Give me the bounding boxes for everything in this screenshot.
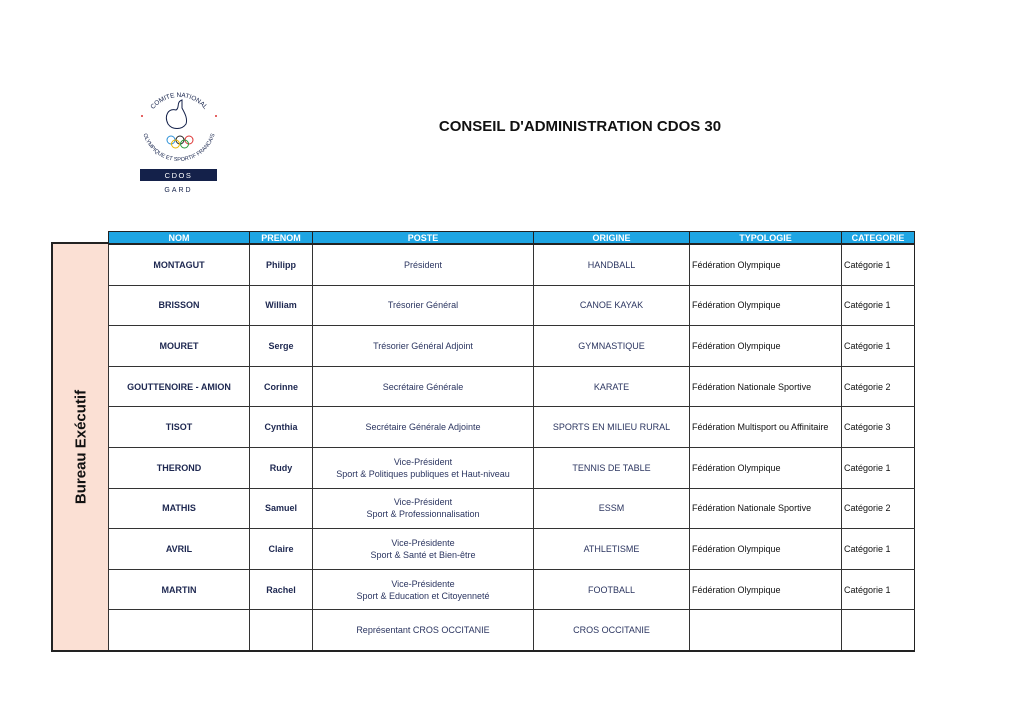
cell-poste xyxy=(313,407,534,448)
cell-categorie: Catégorie 1 xyxy=(842,569,915,610)
cell-typologie: Fédération Olympique xyxy=(690,244,842,285)
cell-categorie: Catégorie 1 xyxy=(842,447,915,488)
poste-line: Président xyxy=(403,259,443,270)
poste-line: Secrétaire Générale Adjointe xyxy=(365,422,481,433)
cell-nom: GOUTTENOIRE - AMION xyxy=(109,366,250,407)
board-table xyxy=(108,231,915,652)
column-header-poste: POSTE xyxy=(313,232,534,245)
cell-nom: AVRIL xyxy=(109,529,250,570)
cell-origine: HANDBALL xyxy=(534,244,690,285)
cell-origine: CROS OCCITANIE xyxy=(534,610,690,651)
cell-prenom: Philipp xyxy=(250,244,313,285)
poste-line: Vice-Présidente xyxy=(391,578,455,589)
poste-line: Sport & Education et Citoyenneté xyxy=(356,590,490,601)
cell-poste xyxy=(313,529,534,570)
svg-text:OLYMPIQUE ET SPORTIF FRANCAIS: OLYMPIQUE ET SPORTIF FRANCAIS xyxy=(141,132,217,164)
cell-prenom: Cynthia xyxy=(250,407,313,448)
cell-typologie: Fédération Nationale Sportive xyxy=(690,366,842,407)
poste-line: Vice-Présidente xyxy=(391,537,455,548)
cell-origine: CANOE KAYAK xyxy=(534,285,690,326)
table-row xyxy=(109,326,915,367)
cell-categorie: Catégorie 2 xyxy=(842,488,915,529)
svg-text:COMITE NATIONAL: COMITE NATIONAL xyxy=(149,91,209,111)
cell-typologie: Fédération Olympique xyxy=(690,529,842,570)
cell-poste xyxy=(313,569,534,610)
cell-poste xyxy=(313,447,534,488)
cell-poste xyxy=(313,285,534,326)
cell-prenom: Corinne xyxy=(250,366,313,407)
column-header-typologie: TYPOLOGIE xyxy=(690,232,842,245)
table-row xyxy=(109,529,915,570)
table-row xyxy=(109,569,915,610)
poste-line: Trésorier Général xyxy=(387,300,459,311)
cell-origine: GYMNASTIQUE xyxy=(534,326,690,367)
table-row xyxy=(109,366,915,407)
poste-line: Sport & Politiques publiques et Haut-niveau xyxy=(336,468,510,479)
cell-typologie: Fédération Olympique xyxy=(690,447,842,488)
cell-nom xyxy=(109,610,250,651)
poste-line: Vice-Président xyxy=(393,456,453,467)
cell-nom: THEROND xyxy=(109,447,250,488)
poste-line: Représentant CROS OCCITANIE xyxy=(356,625,490,636)
poste-line: Secrétaire Générale xyxy=(382,381,464,392)
cell-prenom: William xyxy=(250,285,313,326)
table-row xyxy=(109,285,915,326)
cell-categorie: Catégorie 1 xyxy=(842,244,915,285)
cell-categorie: Catégorie 1 xyxy=(842,285,915,326)
cell-nom: MATHIS xyxy=(109,488,250,529)
cell-prenom: Claire xyxy=(250,529,313,570)
svg-text:CDOS: CDOS xyxy=(164,171,193,180)
page-title: CONSEIL D'ADMINISTRATION CDOS 30 xyxy=(438,118,722,135)
cell-typologie: Fédération Multisport ou Affinitaire xyxy=(690,407,842,448)
column-header-nom: NOM xyxy=(109,232,250,245)
cell-categorie: Catégorie 2 xyxy=(842,366,915,407)
cell-poste xyxy=(313,366,534,407)
cell-categorie: Catégorie 1 xyxy=(842,529,915,570)
cell-categorie: Catégorie 1 xyxy=(842,326,915,367)
poste-line: Vice-Président xyxy=(393,497,453,508)
poste-line: Sport & Professionnalisation xyxy=(366,509,480,520)
cell-prenom: Rudy xyxy=(250,447,313,488)
table-row xyxy=(109,244,915,285)
cell-prenom: Rachel xyxy=(250,569,313,610)
table-row xyxy=(109,407,915,448)
table-row xyxy=(109,447,915,488)
cell-typologie: Fédération Olympique xyxy=(690,569,842,610)
cell-nom: MONTAGUT xyxy=(109,244,250,285)
cell-categorie: Catégorie 3 xyxy=(842,407,915,448)
cell-poste xyxy=(313,610,534,651)
cell-origine: ATHLETISME xyxy=(534,529,690,570)
poste-line: Sport & Santé et Bien-être xyxy=(370,549,476,560)
table-header-row xyxy=(109,232,915,245)
bureau-executif-label-block xyxy=(51,242,109,652)
table-row xyxy=(109,488,915,529)
table-row xyxy=(109,610,915,651)
cell-prenom: Serge xyxy=(250,326,313,367)
poste-line: Trésorier Général Adjoint xyxy=(373,340,473,351)
column-header-origine: ORIGINE xyxy=(534,232,690,245)
svg-text:GARD: GARD xyxy=(164,187,193,194)
side-label: Bureau Exécutif xyxy=(72,389,90,505)
column-header-categorie: CATEGORIE xyxy=(842,232,915,245)
column-header-prenom: PRENOM xyxy=(250,232,313,245)
cell-origine: TENNIS DE TABLE xyxy=(534,447,690,488)
cell-poste xyxy=(313,326,534,367)
cell-poste xyxy=(313,244,534,285)
cell-typologie: Fédération Nationale Sportive xyxy=(690,488,842,529)
cell-origine: FOOTBALL xyxy=(534,569,690,610)
cell-prenom xyxy=(250,610,313,651)
cell-origine: KARATE xyxy=(534,366,690,407)
cell-typologie xyxy=(690,610,842,651)
cell-poste xyxy=(313,488,534,529)
cell-prenom: Samuel xyxy=(250,488,313,529)
cell-origine: SPORTS EN MILIEU RURAL xyxy=(534,407,690,448)
cell-typologie: Fédération Olympique xyxy=(690,326,842,367)
cell-nom: BRISSON xyxy=(109,285,250,326)
cdos-gard-logo xyxy=(136,86,222,196)
cell-origine: ESSM xyxy=(534,488,690,529)
cell-typologie: Fédération Olympique xyxy=(690,285,842,326)
cell-categorie xyxy=(842,610,915,651)
cell-nom: MARTIN xyxy=(109,569,250,610)
cell-nom: TISOT xyxy=(109,407,250,448)
cell-nom: MOURET xyxy=(109,326,250,367)
